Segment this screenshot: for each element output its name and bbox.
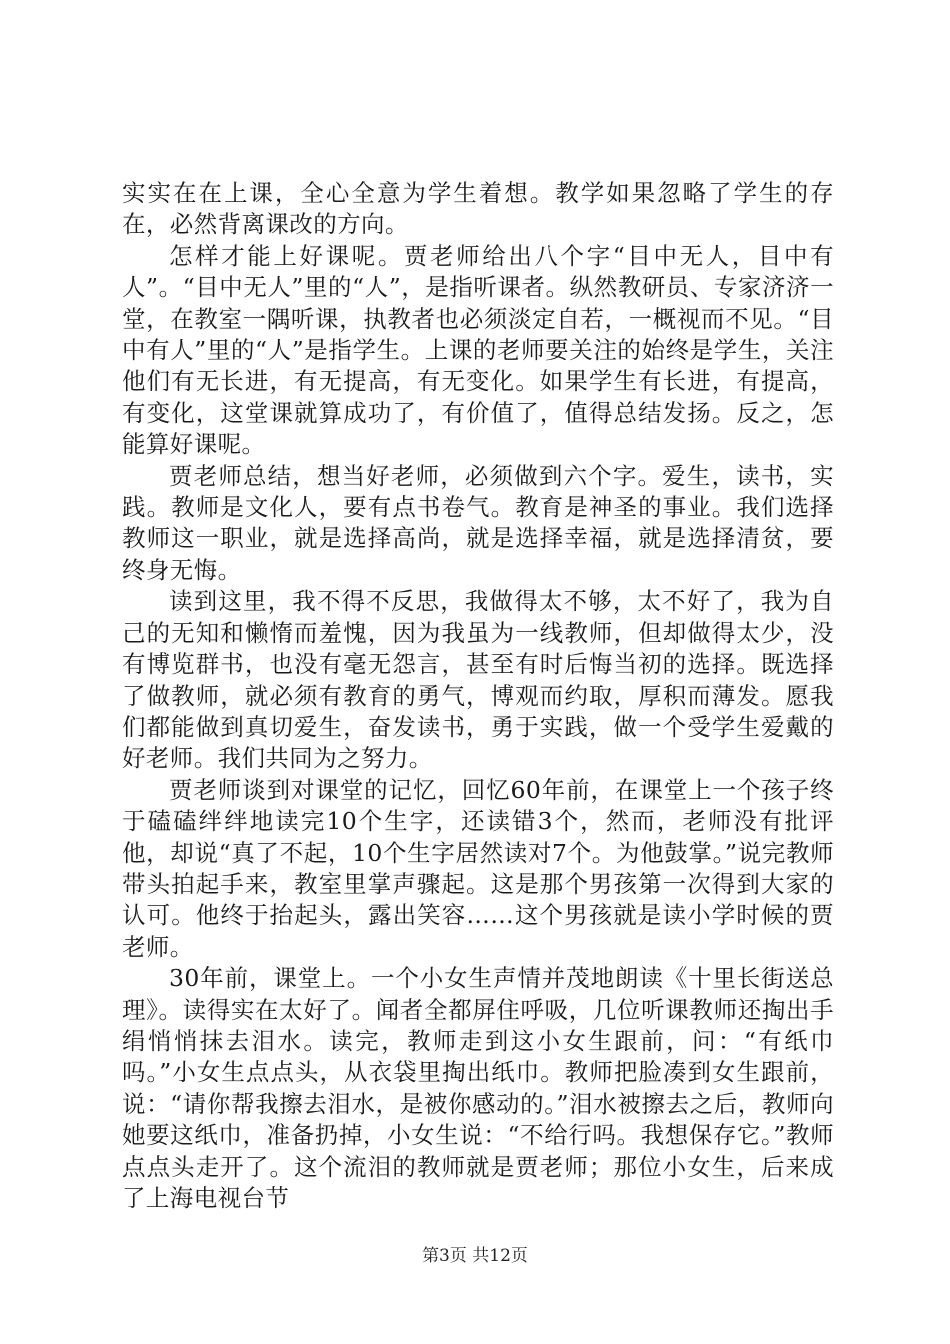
body-text bbox=[122, 178, 834, 1214]
page-footer: 第3页 共12页 bbox=[422, 1246, 528, 1266]
paragraph: 30年前，课堂上。一个小女生声情并茂地朗读《十里长街送总理》。读得实在太好了。闻者全都屏住呼吸，几位听课教师还掏出手绢悄悄抹去泪水。读完，教师走到这小女生跟前，问：“有纸巾吗。”小女生点点头，从衣袋里掏出纸巾。教师把脸凑到女生跟前，说：“请你帮我擦去泪水，是被你感动的。”泪水被擦去之后，教师向她要这纸巾，准备扔掉，小女生说：“不给行吗。我想保存它。”教师点点头走开了。这个流泪的教师就是贾老师；那位小女生，后来成了上海电视台节 bbox=[122, 964, 834, 1212]
paragraph: 贾老师谈到对课堂的记忆，回忆60年前，在课堂上一个孩子终于磕磕绊绊地读完10个生字，还读错3个，然而，老师没有批评他，却说“真了不起，10个生字居然读对7个。为他鼓掌。”说完教师带头拍起手来，教室里掌声骤起。这是那个男孩第一次得到大家的认可。他终于抬起头，露出笑容……这个男孩就是读小学时候的贾老师。 bbox=[122, 775, 834, 961]
paragraph: 读到这里，我不得不反思，我做得太不够，太不好了，我为自己的无知和懒惰而羞愧，因为我虽为一线教师，但却做得太少，没有博览群书，也没有毫无怨言，甚至有时后悔当初的选择。既选择了做教师，就必须有教育的勇气，博观而约取，厚积而薄发。愿我们都能做到真切爱生，奋发读书，勇于实践，做一个受学生爱戴的好老师。我们共同为之努力。 bbox=[122, 587, 834, 773]
paragraph: 贾老师总结，想当好老师，必须做到六个字。爱生，读书，实践。教师是文化人，要有点书卷气。教育是神圣的事业。我们选择教师这一职业，就是选择高尚，就是选择幸福，就是选择清贫，要终身无悔。 bbox=[122, 461, 834, 584]
paragraph: 怎样才能上好课呢。贾老师给出八个字“目中无人，目中有人”。“目中无人”里的“人”，是指听课者。纵然教研员、专家济济一堂，在教室一隅听课，执教者也必须淡定自若，一概视而不见。“目中有人”里的“人”是指学生。上课的老师要关注的始终是学生，关注他们有无长进，有无提高，有无变化。如果学生有长进，有提高，有变化，这堂课就算成功了，有价值了，值得总结发扬。反之，怎能算好课呢。 bbox=[122, 241, 834, 459]
paragraph-continued: 实实在在上课，全心全意为学生着想。教学如果忽略了学生的存在，必然背离课改的方向。 bbox=[122, 179, 834, 239]
